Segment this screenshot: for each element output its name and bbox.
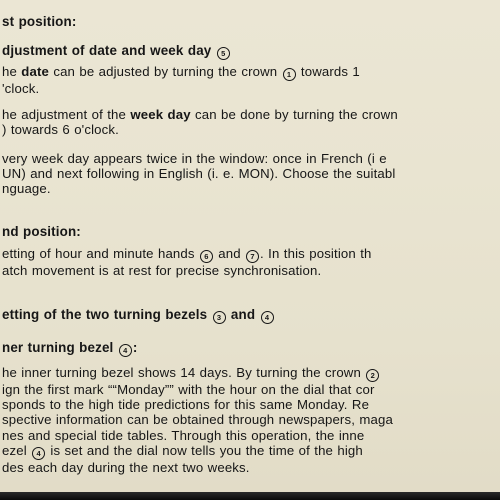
language-paragraph: very week day appears twice in the window: once in French (i e UN) and next following in English (i. e. MON). Choose the suitabl nguage.: [2, 151, 396, 197]
ref-4-icon: 4: [32, 447, 45, 460]
ref-1-icon: 1: [283, 68, 296, 81]
inner-bezel-heading: ner turning bezel 4 :: [2, 340, 138, 355]
page-bottom-edge: [0, 492, 500, 500]
inner-bezel-paragraph: he inner turning bezel shows 14 days. By turning the crown 2 ign the first mark ““Monday”” with the hour on the dial that cor sponds to the high tide predictions for this same Monday. Re spective information can be obtained through newspapers, maga nes and special tide tables. Through this operation, the inne ezel 4 is set and the dial now tells you the time of the high des each day during the next two weeks.: [2, 365, 393, 475]
ref-4-icon: 4: [261, 311, 274, 324]
ref-7-icon: 7: [246, 250, 259, 263]
ref-4-icon: 4: [119, 344, 132, 357]
bezels-heading: etting of the two turning bezels 3 and 4: [2, 307, 275, 324]
ref-6-icon: 6: [200, 250, 213, 263]
weekday-adjust-paragraph: he adjustment of the week day can be done by turning the crown ) towards 6 o'clock.: [2, 107, 398, 138]
ref-2-icon: 2: [366, 369, 379, 382]
ref-5-icon: 5: [217, 47, 230, 60]
date-weekday-subheading: djustment of date and week day 5: [2, 43, 231, 60]
ref-3-icon: 3: [213, 311, 226, 324]
second-position-heading: nd position:: [2, 224, 81, 239]
date-adjust-paragraph: he date can be adjusted by turning the crown 1 towards 1 'clock.: [2, 64, 360, 96]
first-position-heading: st position:: [2, 14, 77, 29]
hands-setting-paragraph: etting of hour and minute hands 6 and 7 . In this position th atch movement is at rest for precise synchronisation.: [2, 246, 372, 278]
